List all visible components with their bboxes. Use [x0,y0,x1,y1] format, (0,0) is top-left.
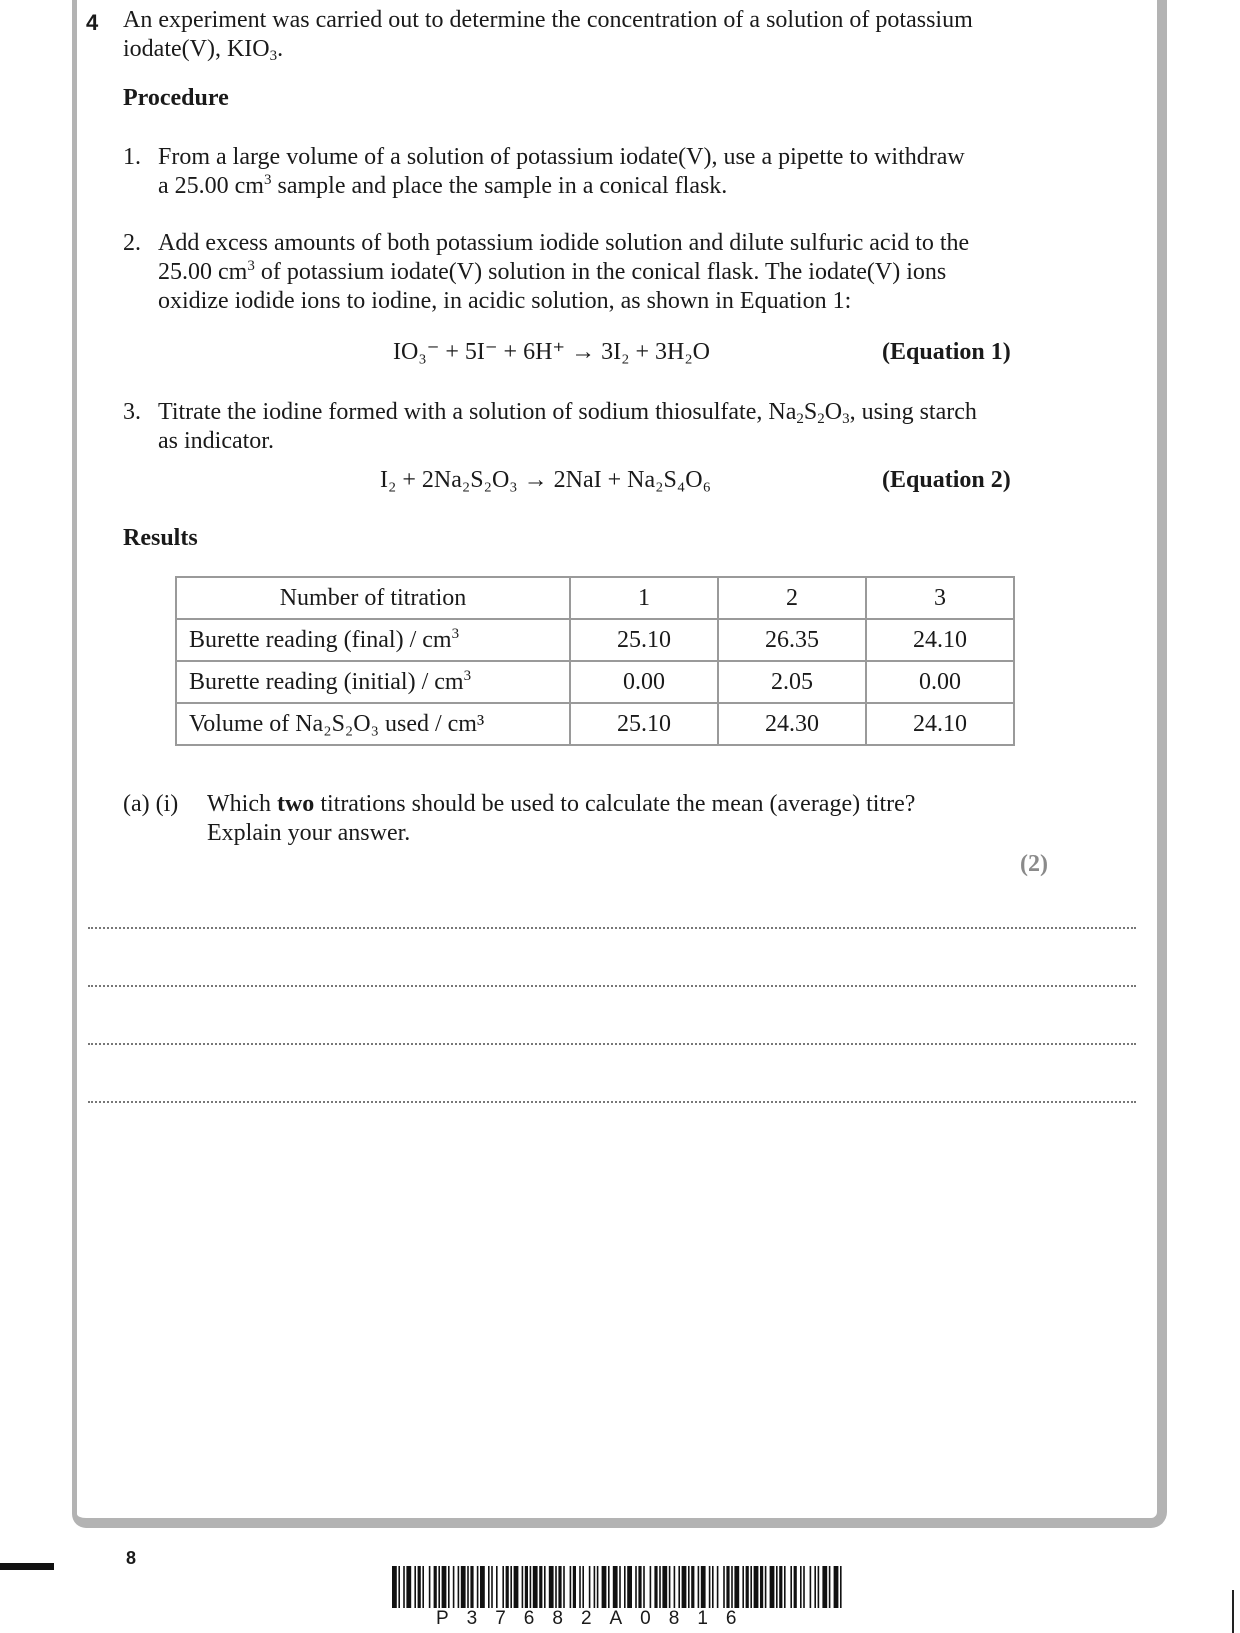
barcode-bar [803,1566,805,1608]
part-a-i-label: (a) (i) [123,791,179,817]
barcode-bar [810,1566,812,1608]
barcode-bar [453,1566,455,1608]
equation-2-label: (Equation 2) [882,467,1011,493]
barcode-bar [659,1566,661,1608]
barcode-bar [818,1566,820,1608]
barcode-bar [539,1566,542,1608]
question-intro-line1: An experiment was carried out to determine the concentration of a solution of potassium [123,7,973,33]
table-header-cell: 3 [866,577,1014,619]
answer-line[interactable] [88,985,1136,987]
barcode-bar [776,1566,778,1608]
barcode-bar [650,1566,652,1608]
row-label-initial: Burette reading (initial) / $cm^3$ [176,661,570,703]
barcode-bar [589,1566,591,1608]
table-cell: 24.10 [866,619,1014,661]
barcode-bar [717,1566,719,1608]
barcode-bar [573,1566,576,1608]
barcode-bar [392,1566,397,1608]
barcode-bar [750,1566,752,1608]
barcode-bar [418,1566,421,1608]
barcode-bar [742,1566,744,1608]
question-number: 4 [86,10,99,35]
table-cell: 25.10 [570,703,718,745]
barcode-bar [834,1566,839,1608]
barcode-bar [558,1566,561,1608]
barcode-bar [480,1566,485,1608]
step2-number: 2. [123,230,141,256]
barcode-bar [544,1566,546,1608]
barcode-bar [643,1566,645,1608]
barcode-bar [514,1566,519,1608]
equation-2: I₂ + 2Na₂S₂O₃ → 2NaI + Na₂S₄O₆ [380,467,711,493]
barcode-bar [477,1566,479,1608]
step1-line2: a 25.00 $cm^3$ sample and place the sample in a conical flask. [158,172,728,199]
barcode-bar [461,1566,466,1608]
barcode-text: P37682A0816 [436,1608,755,1629]
barcode-bar [458,1566,460,1608]
table-cell: 26.35 [718,619,866,661]
barcode-bar [510,1566,512,1608]
barcode-bar [691,1566,694,1608]
barcode-bar [467,1566,469,1608]
barcode-bar [731,1566,733,1608]
step3-line1: Titrate the iodine formed with a solution of sodium thiosulfate, $Na_2S_2O_3$, using starch [158,399,977,427]
results-heading: Results [123,525,198,551]
barcode-bar [406,1566,411,1608]
step2-line3: oxidize iodide ions to iodine, in acidic solution, as shown in Equation 1: [158,288,852,314]
step2-line2: 25.00 $cm^3$ of potassium iodate(V) solution in the conical flask. The iodate(V) ions [158,258,947,285]
barcode-bar [638,1566,641,1608]
table-cell: 2.05 [718,661,866,703]
barcode-bar [712,1566,714,1608]
barcode-bar [760,1566,763,1608]
table-header-cell: 1 [570,577,718,619]
barcode-bar [438,1566,440,1608]
barcode-bar [448,1566,450,1608]
barcode-bar [533,1566,538,1608]
barcode-bar [840,1566,842,1608]
barcode-bar [688,1566,690,1608]
barcode-bar [403,1566,405,1608]
barcode-bar [555,1566,557,1608]
barcode-bar [398,1566,400,1608]
barcode-bar [613,1566,618,1608]
question-intro-line2: iodate(V), $KIO_3$. [123,36,284,64]
table-header-cell: 2 [718,577,866,619]
step3-line2: as indicator. [158,428,274,454]
barcode-bar [597,1566,599,1608]
barcode-bar [829,1566,831,1608]
barcode-bar [422,1566,424,1608]
barcode-bar [754,1566,759,1608]
barcode-bar [563,1566,565,1608]
table-row [176,661,1014,703]
barcode-bar [770,1566,775,1608]
row-label-final: Burette reading (final) / $cm^3$ [176,619,570,661]
step2-line1: Add excess amounts of both potassium iodide solution and dilute sulfuric acid to the [158,230,970,256]
barcode-bar [488,1566,490,1608]
barcode-bar [746,1566,749,1608]
step1-line1: From a large volume of a solution of potassium iodate(V), use a pipette to withdraw [158,144,965,170]
barcode [392,1566,844,1608]
barcode-bar [496,1566,498,1608]
barcode-bar [674,1566,676,1608]
barcode-bar [434,1566,437,1608]
barcode-bar [779,1566,782,1608]
answer-line[interactable] [88,1043,1136,1045]
step3-number: 3. [123,399,141,425]
barcode-bar [594,1566,596,1608]
barcode-bar [582,1566,584,1608]
answer-line[interactable] [88,927,1136,929]
page-number: 8 [126,1548,137,1568]
margin-mark [0,1563,54,1570]
barcode-bar [619,1566,621,1608]
barcode-bar [800,1566,802,1608]
barcode-bar [602,1566,607,1608]
barcode-bar [726,1566,729,1608]
barcode-bar [794,1566,797,1608]
barcode-bar [709,1566,711,1608]
barcode-bar [701,1566,706,1608]
part-a-i-line1: Which two titrations should be used to calculate the mean (average) titre? [207,791,916,817]
barcode-bar [627,1566,632,1608]
barcode-bar [506,1566,509,1608]
barcode-bar [662,1566,667,1608]
barcode-bar [635,1566,637,1608]
barcode-bar [525,1566,528,1608]
table-cell: 0.00 [570,661,718,703]
equation-1-label: (Equation 1) [882,339,1011,365]
marks-label: (2) [1020,851,1048,877]
barcode-bar [570,1566,572,1608]
table-cell: 25.10 [570,619,718,661]
answer-line[interactable] [88,1101,1136,1103]
barcode-bar [522,1566,524,1608]
table-row [176,703,1014,745]
table-cell: 24.30 [718,703,866,745]
edge-mark [1232,1590,1234,1633]
barcode-bar [678,1566,680,1608]
barcode-bar [654,1566,657,1608]
barcode-bar [502,1566,504,1608]
barcode-bar [723,1566,725,1608]
barcode-bar [784,1566,786,1608]
table-row [176,577,1014,619]
barcode-bar [530,1566,532,1608]
barcode-bar [682,1566,687,1608]
barcode-bar [429,1566,431,1608]
barcode-bar [698,1566,700,1608]
barcode-bar [549,1566,554,1608]
barcode-bar [608,1566,610,1608]
step1-number: 1. [123,144,141,170]
barcode-bar [442,1566,447,1608]
part-a-i-line2: Explain your answer. [207,820,411,846]
table-row [176,619,1014,661]
barcode-bar [790,1566,792,1608]
table-cell: 24.10 [866,703,1014,745]
table-header-label: Number of titration [176,577,570,619]
barcode-bar [814,1566,816,1608]
barcode-bar [624,1566,626,1608]
row-label-volume: Volume of Na₂S₂O₃ used / cm³ [176,703,570,745]
barcode-bar [579,1566,581,1608]
table-cell: 0.00 [866,661,1014,703]
barcode-bar [669,1566,671,1608]
procedure-heading: Procedure [123,85,229,111]
barcode-bar [414,1566,416,1608]
barcode-bar [734,1566,739,1608]
results-table [175,576,1015,746]
barcode-bar [491,1566,493,1608]
barcode-bar [470,1566,473,1608]
barcode-bar [765,1566,767,1608]
equation-1: IO₃⁻ + 5I⁻ + 6H⁺ → 3I₂ + 3H₂O [393,339,711,365]
barcode-bar [822,1566,827,1608]
